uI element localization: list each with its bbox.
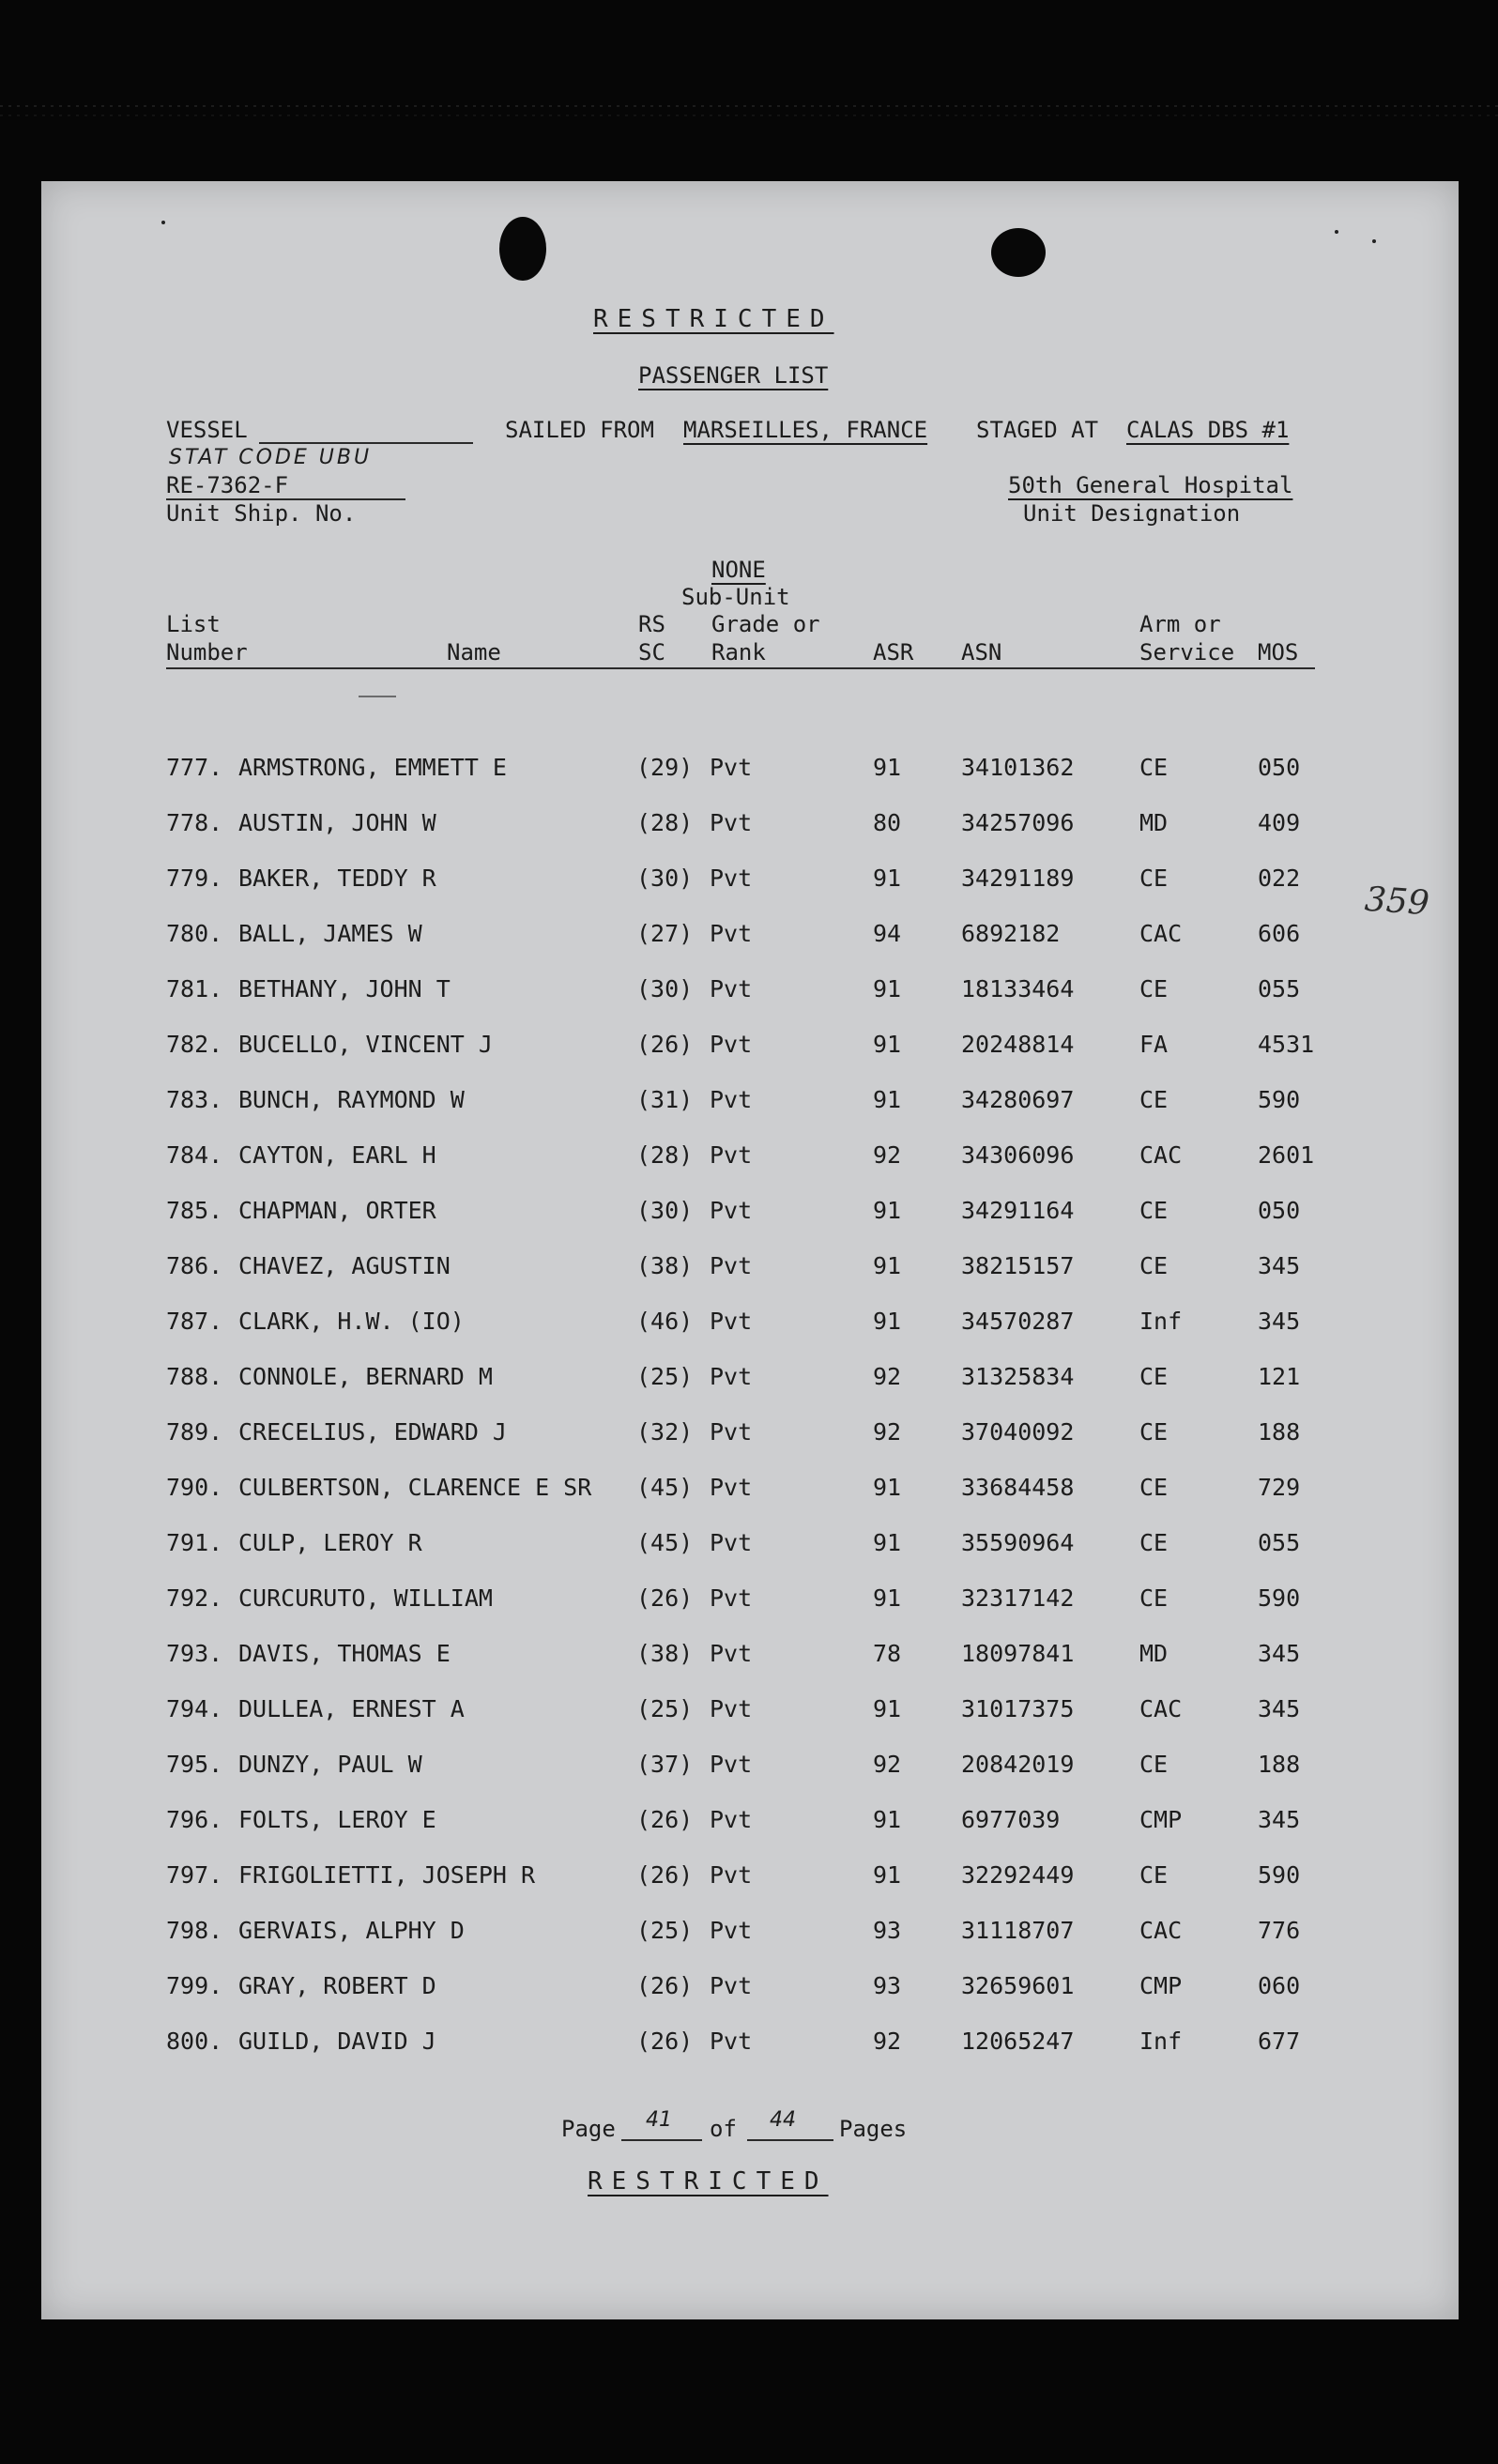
asr-cell: 91: [873, 1086, 902, 1113]
passenger-name-cell: GRAY, ROBERT D: [238, 1972, 436, 1999]
unit-designation-label: Unit Designation: [1023, 500, 1241, 527]
grade-rank-cell: Pvt: [710, 754, 753, 781]
mos-cell: 050: [1258, 1197, 1301, 1224]
asr-cell: 91: [873, 1197, 902, 1224]
table-row: [41, 1474, 1459, 1502]
list-number-cell: 790.: [166, 1474, 223, 1501]
mos-cell: 677: [1258, 2028, 1301, 2055]
asn-cell: 31118707: [961, 1917, 1075, 1944]
sub-unit-value: NONE: [711, 557, 766, 583]
arm-service-cell: CMP: [1139, 1806, 1183, 1833]
rs-sc-cell: (30): [636, 1197, 694, 1224]
mos-cell: 345: [1258, 1806, 1301, 1833]
list-number-cell: 796.: [166, 1806, 223, 1833]
asn-cell: 20842019: [961, 1751, 1075, 1778]
rs-sc-cell: (26): [636, 1861, 694, 1889]
asn-cell: 18097841: [961, 1640, 1075, 1667]
list-number-cell: 791.: [166, 1529, 223, 1556]
unit-ship-number-label: Unit Ship. No.: [166, 500, 357, 527]
arm-service-cell: CAC: [1139, 1917, 1183, 1944]
vessel-blank-line: [259, 442, 473, 444]
rs-sc-cell: (28): [636, 809, 694, 836]
passenger-name-cell: BUCELLO, VINCENT J: [238, 1031, 493, 1058]
list-number-cell: 800.: [166, 2028, 223, 2055]
mos-cell: 590: [1258, 1086, 1301, 1113]
arm-service-cell: Inf: [1139, 2028, 1183, 2055]
passenger-name-cell: CAYTON, EARL H: [238, 1141, 436, 1169]
list-number-cell: 785.: [166, 1197, 223, 1224]
grade-rank-cell: Pvt: [710, 1751, 753, 1778]
table-row: [41, 809, 1459, 837]
grade-rank-cell: Pvt: [710, 809, 753, 836]
table-row: [41, 1584, 1459, 1613]
asn-cell: 33684458: [961, 1474, 1075, 1501]
asn-cell: 37040092: [961, 1418, 1075, 1446]
asn-cell: 34291164: [961, 1197, 1075, 1224]
passenger-name-cell: DUNZY, PAUL W: [238, 1751, 422, 1778]
rs-sc-cell: (29): [636, 754, 694, 781]
asr-cell: 91: [873, 1031, 902, 1058]
passenger-name-cell: CHAVEZ, AGUSTIN: [238, 1252, 451, 1279]
passenger-name-cell: BUNCH, RAYMOND W: [238, 1086, 465, 1113]
grade-rank-cell: Pvt: [710, 1861, 753, 1889]
mos-cell: 2601: [1258, 1141, 1315, 1169]
list-number-cell: 782.: [166, 1031, 223, 1058]
passenger-name-cell: CULP, LEROY R: [238, 1529, 422, 1556]
list-number-cell: 788.: [166, 1363, 223, 1390]
asr-cell: 92: [873, 1141, 902, 1169]
grade-rank-cell: Pvt: [710, 975, 753, 1002]
mos-cell: 345: [1258, 1695, 1301, 1722]
asn-cell: 31017375: [961, 1695, 1075, 1722]
rs-sc-cell: (27): [636, 920, 694, 947]
table-row: [41, 1861, 1459, 1890]
punch-hole-left: [499, 217, 546, 281]
list-number-cell: 777.: [166, 754, 223, 781]
list-number-cell: 779.: [166, 865, 223, 892]
asr-cell: 91: [873, 975, 902, 1002]
rs-sc-cell: (45): [636, 1529, 694, 1556]
passenger-name-cell: BETHANY, JOHN T: [238, 975, 451, 1002]
asr-cell: 91: [873, 1252, 902, 1279]
mos-cell: 729: [1258, 1474, 1301, 1501]
rs-sc-cell: (46): [636, 1308, 694, 1335]
asn-cell: 18133464: [961, 975, 1075, 1002]
arm-service-cell: CE: [1139, 1529, 1169, 1556]
asr-cell: 91: [873, 1695, 902, 1722]
staged-label: STAGED AT: [976, 417, 1099, 443]
grade-rank-cell: Pvt: [710, 1640, 753, 1667]
asr-cell: 94: [873, 920, 902, 947]
table-row: [41, 1529, 1459, 1557]
mos-cell: 060: [1258, 1972, 1301, 1999]
rs-sc-cell: (26): [636, 1806, 694, 1833]
list-number-cell: 793.: [166, 1640, 223, 1667]
table-row: [41, 1252, 1459, 1280]
passenger-name-cell: CONNOLE, BERNARD M: [238, 1363, 493, 1390]
passenger-name-cell: GERVAIS, ALPHY D: [238, 1917, 465, 1944]
arm-service-cell: CE: [1139, 1418, 1169, 1446]
table-row: [41, 1640, 1459, 1668]
rs-sc-cell: (37): [636, 1751, 694, 1778]
mos-cell: 4531: [1258, 1031, 1315, 1058]
asr-cell: 92: [873, 1363, 902, 1390]
page-number-handwritten: 41: [646, 2108, 672, 2132]
arm-service-cell: CE: [1139, 1861, 1169, 1889]
asr-cell: 91: [873, 1308, 902, 1335]
arm-service-cell: CE: [1139, 1474, 1169, 1501]
sailed-from-value: MARSEILLES, FRANCE: [683, 417, 928, 443]
arm-service-cell: Inf: [1139, 1308, 1183, 1335]
asn-cell: 20248814: [961, 1031, 1075, 1058]
grade-rank-cell: Pvt: [710, 1806, 753, 1833]
table-row: [41, 1972, 1459, 2000]
table-row: [41, 2028, 1459, 2056]
arm-service-cell: CAC: [1139, 1695, 1183, 1722]
list-number-cell: 780.: [166, 920, 223, 947]
grade-rank-cell: Pvt: [710, 1308, 753, 1335]
arm-service-cell: CE: [1139, 1197, 1169, 1224]
list-number-cell: 795.: [166, 1751, 223, 1778]
table-row: [41, 1363, 1459, 1391]
grade-rank-cell: Pvt: [710, 1584, 753, 1612]
unit-ship-number: RE-7362-F: [166, 472, 289, 498]
table-row: [41, 1418, 1459, 1446]
stray-mark: [359, 696, 396, 697]
grade-rank-cell: Pvt: [710, 1474, 753, 1501]
asr-cell: 92: [873, 1751, 902, 1778]
asr-cell: 91: [873, 1529, 902, 1556]
list-number-cell: 794.: [166, 1695, 223, 1722]
passenger-name-cell: GUILD, DAVID J: [238, 2028, 436, 2055]
column-arm-2: Service: [1139, 639, 1235, 666]
mos-cell: 345: [1258, 1308, 1301, 1335]
list-number-cell: 799.: [166, 1972, 223, 1999]
column-asr: ASR: [873, 639, 914, 666]
passenger-name-cell: DAVIS, THOMAS E: [238, 1640, 451, 1667]
passenger-name-cell: BALL, JAMES W: [238, 920, 422, 947]
grade-rank-cell: Pvt: [710, 865, 753, 892]
arm-service-cell: FA: [1139, 1031, 1169, 1058]
mos-cell: 345: [1258, 1640, 1301, 1667]
mos-cell: 050: [1258, 754, 1301, 781]
asn-cell: 34291189: [961, 865, 1075, 892]
list-number-cell: 784.: [166, 1141, 223, 1169]
passenger-list-title: PASSENGER LIST: [638, 362, 829, 389]
asn-cell: 32659601: [961, 1972, 1075, 1999]
rs-sc-cell: (26): [636, 1031, 694, 1058]
arm-service-cell: CE: [1139, 1584, 1169, 1612]
asn-cell: 32317142: [961, 1584, 1075, 1612]
arm-service-cell: CE: [1139, 1252, 1169, 1279]
list-number-cell: 789.: [166, 1418, 223, 1446]
arm-service-cell: CAC: [1139, 1141, 1183, 1169]
asr-cell: 80: [873, 809, 902, 836]
table-row: [41, 1806, 1459, 1834]
asr-cell: 93: [873, 1917, 902, 1944]
total-pages-line: [747, 2139, 833, 2141]
rs-sc-cell: (30): [636, 975, 694, 1002]
pages-label: Pages: [839, 2116, 908, 2142]
list-number-cell: 797.: [166, 1861, 223, 1889]
table-row: [41, 1917, 1459, 1945]
total-pages-handwritten: 44: [770, 2108, 796, 2132]
column-header-rule: [166, 667, 1315, 669]
passenger-name-cell: DULLEA, ERNEST A: [238, 1695, 465, 1722]
asn-cell: 6977039: [961, 1806, 1061, 1833]
arm-service-cell: CMP: [1139, 1972, 1183, 1999]
arm-service-cell: CE: [1139, 754, 1169, 781]
list-number-cell: 781.: [166, 975, 223, 1002]
mos-cell: 055: [1258, 1529, 1301, 1556]
table-row: [41, 1086, 1459, 1114]
passenger-name-cell: FRIGOLIETTI, JOSEPH R: [238, 1861, 536, 1889]
column-list-1: List: [166, 611, 221, 637]
unit-designation-value: 50th General Hospital: [1008, 472, 1293, 498]
mos-cell: 055: [1258, 975, 1301, 1002]
asr-cell: 91: [873, 754, 902, 781]
asr-cell: 93: [873, 1972, 902, 1999]
grade-rank-cell: Pvt: [710, 1529, 753, 1556]
list-number-cell: 786.: [166, 1252, 223, 1279]
sailed-from-label: SAILED FROM: [505, 417, 654, 443]
grade-rank-cell: Pvt: [710, 920, 753, 947]
page-label: Page: [561, 2116, 616, 2142]
mos-cell: 409: [1258, 809, 1301, 836]
stat-code-handwritten: STAT CODE UBU: [169, 446, 373, 469]
column-grade-2: Rank: [711, 639, 766, 666]
list-number-cell: 798.: [166, 1917, 223, 1944]
arm-service-cell: CE: [1139, 1086, 1169, 1113]
passenger-name-cell: BAKER, TEDDY R: [238, 865, 436, 892]
restricted-heading-bottom: RESTRICTED: [588, 2167, 829, 2196]
passenger-name-cell: ARMSTRONG, EMMETT E: [238, 754, 507, 781]
punch-hole-right: [991, 228, 1046, 277]
passenger-name-cell: CURCURUTO, WILLIAM: [238, 1584, 493, 1612]
table-row: [41, 975, 1459, 1003]
asr-cell: 78: [873, 1640, 902, 1667]
mos-cell: 590: [1258, 1584, 1301, 1612]
of-label: of: [710, 2116, 737, 2142]
asn-cell: 32292449: [961, 1861, 1075, 1889]
mos-cell: 022: [1258, 865, 1301, 892]
grade-rank-cell: Pvt: [710, 1695, 753, 1722]
asn-cell: 34280697: [961, 1086, 1075, 1113]
column-name: Name: [447, 639, 501, 666]
grade-rank-cell: Pvt: [710, 1972, 753, 1999]
rs-sc-cell: (38): [636, 1252, 694, 1279]
asr-cell: 91: [873, 1474, 902, 1501]
table-row: [41, 920, 1459, 948]
list-number-cell: 783.: [166, 1086, 223, 1113]
table-row: [41, 1197, 1459, 1225]
page-number-line: [621, 2139, 702, 2141]
asn-cell: 31325834: [961, 1363, 1075, 1390]
arm-service-cell: CAC: [1139, 920, 1183, 947]
rs-sc-cell: (26): [636, 2028, 694, 2055]
rs-sc-cell: (45): [636, 1474, 694, 1501]
mos-cell: 188: [1258, 1751, 1301, 1778]
passenger-name-cell: CRECELIUS, EDWARD J: [238, 1418, 507, 1446]
column-grade-1: Grade or: [711, 611, 820, 637]
list-number-cell: 792.: [166, 1584, 223, 1612]
rs-sc-cell: (28): [636, 1141, 694, 1169]
asr-cell: 91: [873, 865, 902, 892]
column-rs-1: RS: [638, 611, 665, 637]
mos-cell: 121: [1258, 1363, 1301, 1390]
asn-cell: 34101362: [961, 754, 1075, 781]
grade-rank-cell: Pvt: [710, 1031, 753, 1058]
staged-value: CALAS DBS #1: [1126, 417, 1290, 443]
table-row: [41, 754, 1459, 782]
column-mos: MOS: [1258, 639, 1299, 666]
mos-cell: 590: [1258, 1861, 1301, 1889]
rs-sc-cell: (25): [636, 1695, 694, 1722]
rs-sc-cell: (30): [636, 865, 694, 892]
rs-sc-cell: (25): [636, 1917, 694, 1944]
column-asn: ASN: [961, 639, 1002, 666]
mos-cell: 776: [1258, 1917, 1301, 1944]
passenger-name-cell: FOLTS, LEROY E: [238, 1806, 436, 1833]
asn-cell: 34570287: [961, 1308, 1075, 1335]
table-row: [41, 865, 1459, 893]
passenger-name-cell: CULBERTSON, CLARENCE E SR: [238, 1474, 592, 1501]
list-number-cell: 778.: [166, 809, 223, 836]
asr-cell: 91: [873, 1806, 902, 1833]
arm-service-cell: CE: [1139, 1363, 1169, 1390]
arm-service-cell: CE: [1139, 865, 1169, 892]
rs-sc-cell: (26): [636, 1972, 694, 1999]
grade-rank-cell: Pvt: [710, 1252, 753, 1279]
list-number-cell: 787.: [166, 1308, 223, 1335]
column-rs-2: SC: [638, 639, 665, 666]
column-list-2: Number: [166, 639, 248, 666]
table-row: [41, 1031, 1459, 1059]
mos-cell: 606: [1258, 920, 1301, 947]
asr-cell: 92: [873, 2028, 902, 2055]
grade-rank-cell: Pvt: [710, 1363, 753, 1390]
table-row: [41, 1695, 1459, 1723]
table-row: [41, 1751, 1459, 1779]
rs-sc-cell: (32): [636, 1418, 694, 1446]
document-page: [41, 181, 1459, 2319]
grade-rank-cell: Pvt: [710, 1086, 753, 1113]
rs-sc-cell: (25): [636, 1363, 694, 1390]
sub-unit-label: Sub-Unit: [681, 584, 790, 610]
rs-sc-cell: (26): [636, 1584, 694, 1612]
asn-cell: 34306096: [961, 1141, 1075, 1169]
mos-cell: 345: [1258, 1252, 1301, 1279]
restricted-heading-top: RESTRICTED: [593, 305, 834, 333]
margin-stamp-number: 359: [1363, 880, 1431, 924]
grade-rank-cell: Pvt: [710, 1141, 753, 1169]
arm-service-cell: CE: [1139, 975, 1169, 1002]
passenger-name-cell: CHAPMAN, ORTER: [238, 1197, 436, 1224]
asn-cell: 12065247: [961, 2028, 1075, 2055]
vessel-label: VESSEL: [166, 417, 248, 443]
arm-service-cell: CE: [1139, 1751, 1169, 1778]
asr-cell: 91: [873, 1584, 902, 1612]
asn-cell: 38215157: [961, 1252, 1075, 1279]
arm-service-cell: MD: [1139, 1640, 1169, 1667]
table-row: [41, 1308, 1459, 1336]
asn-cell: 6892182: [961, 920, 1061, 947]
rs-sc-cell: (31): [636, 1086, 694, 1113]
grade-rank-cell: Pvt: [710, 1197, 753, 1224]
grade-rank-cell: Pvt: [710, 1418, 753, 1446]
column-arm-1: Arm or: [1139, 611, 1221, 637]
table-row: [41, 1141, 1459, 1170]
arm-service-cell: MD: [1139, 809, 1169, 836]
rs-sc-cell: (38): [636, 1640, 694, 1667]
asn-cell: 35590964: [961, 1529, 1075, 1556]
grade-rank-cell: Pvt: [710, 1917, 753, 1944]
mos-cell: 188: [1258, 1418, 1301, 1446]
asn-cell: 34257096: [961, 809, 1075, 836]
asr-cell: 92: [873, 1418, 902, 1446]
passenger-name-cell: AUSTIN, JOHN W: [238, 809, 436, 836]
passenger-name-cell: CLARK, H.W. (IO): [238, 1308, 465, 1335]
asr-cell: 91: [873, 1861, 902, 1889]
grade-rank-cell: Pvt: [710, 2028, 753, 2055]
